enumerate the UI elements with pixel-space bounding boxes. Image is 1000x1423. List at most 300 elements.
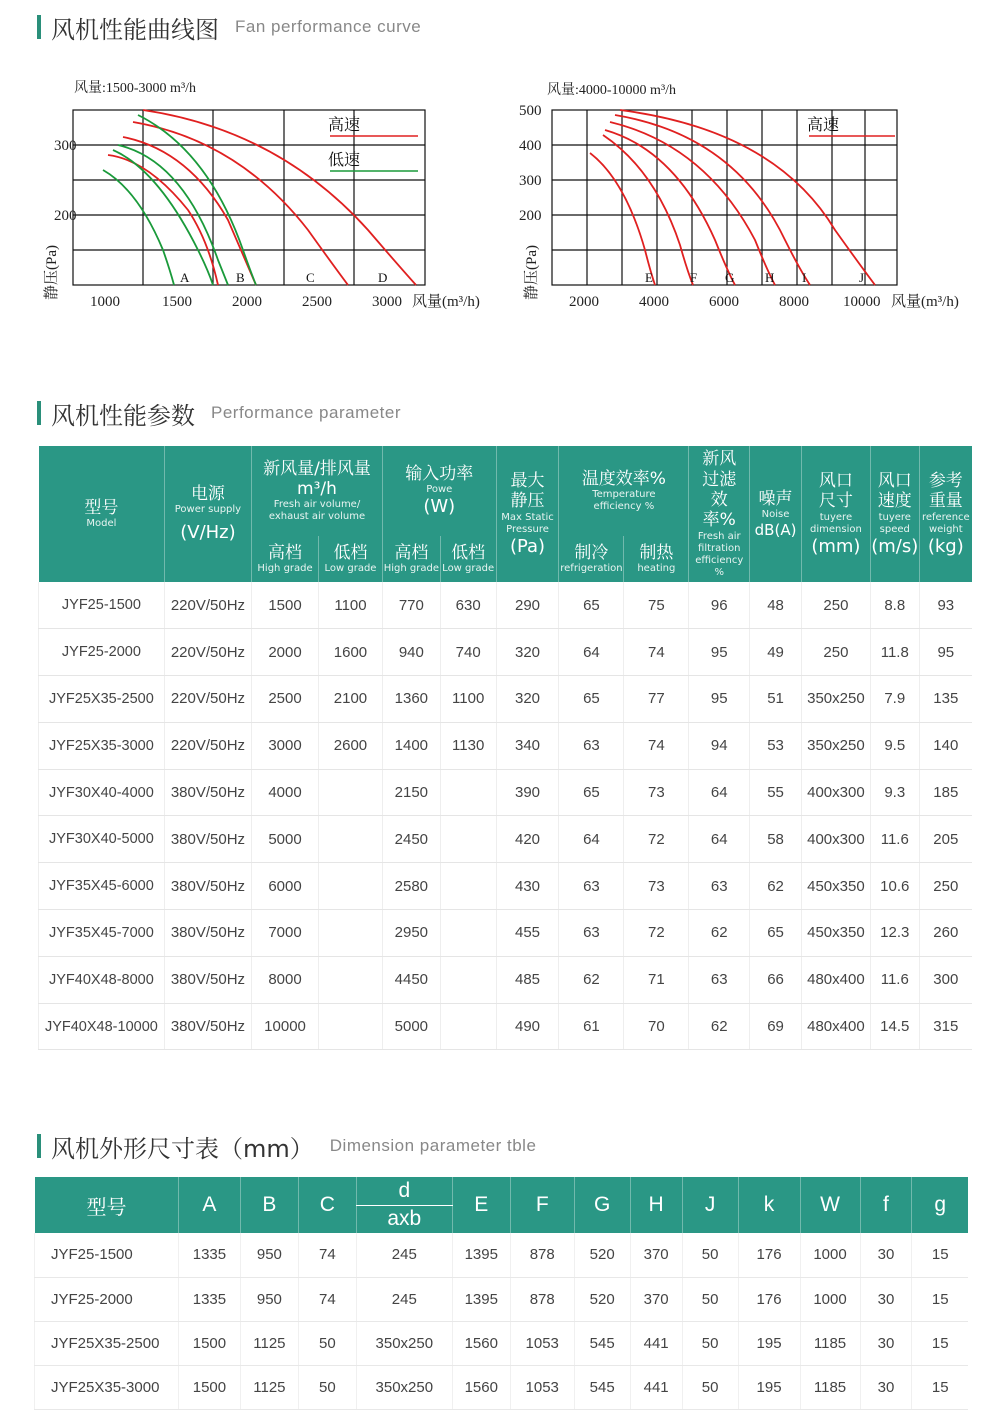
- table-cell: 50: [298, 1321, 356, 1365]
- curve-b-low: [113, 150, 213, 285]
- table-row: [39, 676, 973, 723]
- table-cell: 6000: [252, 863, 319, 910]
- table-cell: 195: [738, 1321, 800, 1365]
- legend-low-label: 低速: [328, 152, 361, 169]
- table-cell: 1185: [800, 1321, 860, 1365]
- table-cell: 340: [496, 722, 559, 769]
- table-cell: 390: [496, 769, 559, 816]
- curve-label-b: B: [236, 270, 245, 285]
- dim-header-axb: axb: [356, 1205, 452, 1233]
- table-cell: 65: [559, 676, 624, 723]
- dim-header-a: A: [178, 1177, 240, 1233]
- header-temp-efficiency: 温度效率% Temperature efficiency %: [559, 446, 689, 536]
- table-cell: [440, 956, 496, 1003]
- table-row: [39, 816, 973, 863]
- header-cooling: 制冷 refrigeration: [559, 536, 624, 582]
- table-row: [35, 1233, 969, 1277]
- table-cell: 55: [750, 769, 802, 816]
- dim-header-j: J: [682, 1177, 738, 1233]
- table-cell: 63: [559, 722, 624, 769]
- table-cell: 72: [624, 816, 689, 863]
- table-cell: 520: [574, 1233, 630, 1277]
- table-cell: 480x400: [801, 956, 870, 1003]
- table-cell: 1125: [240, 1321, 298, 1365]
- table-cell: 1000: [800, 1277, 860, 1321]
- dim-header-f: F: [510, 1177, 574, 1233]
- table-cell: 450x350: [801, 910, 870, 957]
- y-axis-label-2: 静压(Pa): [524, 245, 540, 300]
- table-cell: 64: [689, 769, 750, 816]
- table-cell: 441: [630, 1321, 682, 1365]
- table-cell: 2950: [382, 910, 440, 957]
- table-cell: [440, 1003, 496, 1050]
- table-cell: 245: [356, 1277, 452, 1321]
- curve-label-g: G: [725, 270, 735, 285]
- table-cell: 61: [559, 1003, 624, 1050]
- table-cell: 64: [559, 629, 624, 676]
- y-tick-200-b: 200: [519, 208, 542, 224]
- table-cell: 1100: [440, 676, 496, 723]
- x-tick-1500: 1500: [162, 294, 192, 310]
- table-cell: 15: [912, 1277, 968, 1321]
- table-cell: 1395: [452, 1233, 510, 1277]
- table-cell: 940: [382, 629, 440, 676]
- header-power-high: 高档 High grade: [382, 536, 440, 582]
- table-cell: [440, 816, 496, 863]
- curve-a-low: [103, 170, 174, 285]
- x-tick-1000: 1000: [90, 294, 120, 310]
- table-cell: 11.6: [870, 816, 919, 863]
- table-cell: 72: [624, 910, 689, 957]
- x-tick-2000: 2000: [232, 294, 262, 310]
- curve-c-high: [133, 122, 348, 285]
- header-power-low: 低档 Low grade: [440, 536, 496, 582]
- table-cell: 65: [750, 910, 802, 957]
- table-cell: 441: [630, 1365, 682, 1409]
- table-cell: 545: [574, 1321, 630, 1365]
- dim-header-h: H: [630, 1177, 682, 1233]
- table-cell: 485: [496, 956, 559, 1003]
- table-cell: 1600: [319, 629, 383, 676]
- table-cell: JYF40X48-10000: [39, 1003, 165, 1050]
- table-cell: 1400: [382, 722, 440, 769]
- table-cell: 62: [559, 956, 624, 1003]
- table-cell: 14.5: [870, 1003, 919, 1050]
- y-tick-300: 300: [54, 138, 77, 154]
- table-cell: 1130: [440, 722, 496, 769]
- table-cell: [319, 910, 383, 957]
- fan-curve-chart-2: [515, 70, 995, 320]
- y-tick-400: 400: [519, 138, 542, 154]
- table-cell: 950: [240, 1277, 298, 1321]
- table-cell: 11.8: [870, 629, 919, 676]
- table-cell: 430: [496, 863, 559, 910]
- table-row: [35, 1321, 969, 1365]
- table-row: [39, 863, 973, 910]
- table-cell: [319, 863, 383, 910]
- table-cell: 4450: [382, 956, 440, 1003]
- table-cell: 7000: [252, 910, 319, 957]
- table-cell: 1360: [382, 676, 440, 723]
- table-cell: 50: [682, 1277, 738, 1321]
- dim-header-w: W: [800, 1177, 860, 1233]
- table-cell: 63: [689, 956, 750, 1003]
- table-cell: 9.5: [870, 722, 919, 769]
- table-cell: 520: [574, 1277, 630, 1321]
- x-axis-label-2: 风量(m³/h): [891, 294, 959, 310]
- table-cell: 49: [750, 629, 802, 676]
- table-cell: 1053: [510, 1365, 574, 1409]
- table-cell: 380V/50Hz: [164, 910, 251, 957]
- table-cell: 1125: [240, 1365, 298, 1409]
- curve-label-c: C: [306, 270, 315, 285]
- table-cell: 3000: [252, 722, 319, 769]
- table-cell: 95: [689, 629, 750, 676]
- x-tick-2000-b: 2000: [569, 294, 599, 310]
- section-title-performance: [37, 398, 401, 428]
- table-cell: 50: [682, 1321, 738, 1365]
- table-cell: 300: [919, 956, 972, 1003]
- table-cell: 30: [860, 1233, 912, 1277]
- table-cell: 380V/50Hz: [164, 863, 251, 910]
- table-cell: 2500: [252, 676, 319, 723]
- table-cell: 73: [624, 863, 689, 910]
- y-tick-300-b: 300: [519, 173, 542, 189]
- table-cell: 740: [440, 629, 496, 676]
- table-cell: 2100: [319, 676, 383, 723]
- table-cell: JYF25X35-3000: [35, 1365, 179, 1409]
- table-cell: 380V/50Hz: [164, 769, 251, 816]
- table-cell: 15: [912, 1233, 968, 1277]
- table-cell: 380V/50Hz: [164, 816, 251, 863]
- header-noise: 噪声 Noise dB(A): [750, 446, 802, 582]
- table-cell: [440, 910, 496, 957]
- table-cell: 490: [496, 1003, 559, 1050]
- table-cell: 140: [919, 722, 972, 769]
- chart-2-flow-label: 风量:4000-10000 m³/h: [547, 83, 677, 98]
- table-cell: 250: [919, 863, 972, 910]
- dim-header-model: 型号: [35, 1177, 179, 1233]
- table-cell: 545: [574, 1365, 630, 1409]
- table-cell: JYF25-2000: [35, 1277, 179, 1321]
- table-cell: JYF25-2000: [39, 629, 165, 676]
- title-accent-bar: [37, 1134, 41, 1158]
- table-cell: 96: [689, 582, 750, 629]
- table-cell: 770: [382, 582, 440, 629]
- dim-header-g: G: [574, 1177, 630, 1233]
- table-cell: 8.8: [870, 582, 919, 629]
- table-cell: 1500: [252, 582, 319, 629]
- table-cell: 48: [750, 582, 802, 629]
- curve-label-e: E: [645, 270, 653, 285]
- table-cell: JYF35X45-6000: [39, 863, 165, 910]
- table-cell: 65: [559, 582, 624, 629]
- table-cell: 350x250: [356, 1321, 452, 1365]
- table-cell: 2600: [319, 722, 383, 769]
- x-tick-2500: 2500: [302, 294, 332, 310]
- table-cell: 450x350: [801, 863, 870, 910]
- table-cell: 50: [682, 1233, 738, 1277]
- section-title-cn: 风机外形尺寸表（mm）: [51, 1134, 314, 1163]
- table-cell: 2150: [382, 769, 440, 816]
- table-cell: 64: [689, 816, 750, 863]
- table-cell: 320: [496, 629, 559, 676]
- table-cell: 1100: [319, 582, 383, 629]
- table-cell: 58: [750, 816, 802, 863]
- table-cell: 15: [912, 1321, 968, 1365]
- table-cell: 51: [750, 676, 802, 723]
- performance-table: [38, 446, 972, 1050]
- dimension-table-body: [35, 1233, 969, 1409]
- header-weight: 参考重量 reference weight (kg): [919, 446, 972, 582]
- table-cell: 74: [624, 629, 689, 676]
- table-cell: 350x250: [356, 1365, 452, 1409]
- dim-header-e: E: [452, 1177, 510, 1233]
- table-cell: 70: [624, 1003, 689, 1050]
- table-cell: 75: [624, 582, 689, 629]
- table-cell: [319, 1003, 383, 1050]
- table-cell: 74: [298, 1233, 356, 1277]
- table-cell: 176: [738, 1233, 800, 1277]
- header-power: 电源 Power supply (V/Hz): [164, 446, 251, 582]
- table-cell: 50: [298, 1365, 356, 1409]
- table-cell: 2450: [382, 816, 440, 863]
- table-cell: 77: [624, 676, 689, 723]
- table-cell: 53: [750, 722, 802, 769]
- table-cell: 63: [559, 910, 624, 957]
- chart-1-flow-label: 风量:1500-3000 m³/h: [74, 81, 197, 96]
- table-cell: JYF25X35-3000: [39, 722, 165, 769]
- table-cell: 10000: [252, 1003, 319, 1050]
- dim-header-c: C: [298, 1177, 356, 1233]
- table-cell: 1335: [178, 1233, 240, 1277]
- section-title-curve: [37, 12, 421, 42]
- x-tick-10000: 10000: [843, 294, 881, 310]
- table-cell: 62: [689, 910, 750, 957]
- x-tick-6000: 6000: [709, 294, 739, 310]
- table-cell: 7.9: [870, 676, 919, 723]
- table-cell: 1335: [178, 1277, 240, 1321]
- table-cell: [319, 956, 383, 1003]
- table-cell: 480x400: [801, 1003, 870, 1050]
- title-accent-bar: [37, 401, 41, 425]
- table-cell: 1560: [452, 1365, 510, 1409]
- y-tick-200: 200: [54, 208, 77, 224]
- table-cell: 380V/50Hz: [164, 956, 251, 1003]
- legend-high-label: 高速: [328, 117, 361, 134]
- table-cell: JYF25X35-2500: [39, 676, 165, 723]
- table-cell: JYF25-1500: [35, 1233, 179, 1277]
- curve-label-d: D: [378, 270, 388, 285]
- table-cell: 220V/50Hz: [164, 582, 251, 629]
- table-cell: 1395: [452, 1277, 510, 1321]
- table-cell: 1500: [178, 1365, 240, 1409]
- table-cell: 1500: [178, 1321, 240, 1365]
- table-cell: 205: [919, 816, 972, 863]
- table-row: [39, 629, 973, 676]
- section-title-cn: 风机性能参数: [51, 401, 195, 430]
- table-cell: 10.6: [870, 863, 919, 910]
- table-cell: 4000: [252, 769, 319, 816]
- table-cell: 50: [682, 1365, 738, 1409]
- curve-label-f: F: [690, 270, 698, 285]
- table-cell: 11.6: [870, 956, 919, 1003]
- table-cell: 370: [630, 1277, 682, 1321]
- table-row: [39, 582, 973, 629]
- table-cell: 5000: [382, 1003, 440, 1050]
- table-cell: 135: [919, 676, 972, 723]
- table-cell: 62: [750, 863, 802, 910]
- table-row: [35, 1277, 969, 1321]
- header-filter-efficiency: 新风过滤效率% Fresh air filtration efficiency %: [689, 446, 750, 582]
- table-cell: 73: [624, 769, 689, 816]
- section-title-en: Fan performance curve: [235, 17, 422, 36]
- table-cell: JYF35X45-7000: [39, 910, 165, 957]
- table-cell: 63: [559, 863, 624, 910]
- dim-header-d: d: [356, 1177, 452, 1205]
- table-cell: 185: [919, 769, 972, 816]
- table-cell: 195: [738, 1365, 800, 1409]
- y-tick-500: 500: [519, 103, 542, 119]
- table-cell: 290: [496, 582, 559, 629]
- curve-label-h: H: [765, 270, 775, 285]
- table-cell: 380V/50Hz: [164, 1003, 251, 1050]
- curve-label-i: I: [802, 270, 807, 285]
- table-cell: 63: [689, 863, 750, 910]
- table-cell: 250: [801, 629, 870, 676]
- table-cell: 400x300: [801, 769, 870, 816]
- title-accent-bar: [37, 15, 41, 39]
- table-cell: 420: [496, 816, 559, 863]
- table-cell: 250: [801, 582, 870, 629]
- table-cell: 2580: [382, 863, 440, 910]
- table-cell: 1185: [800, 1365, 860, 1409]
- table-cell: 455: [496, 910, 559, 957]
- table-cell: 878: [510, 1233, 574, 1277]
- curve-label-a: A: [180, 270, 190, 285]
- dim-header-g-small: g: [912, 1177, 968, 1233]
- table-cell: 220V/50Hz: [164, 722, 251, 769]
- table-cell: 2000: [252, 629, 319, 676]
- table-cell: 5000: [252, 816, 319, 863]
- table-cell: 950: [240, 1233, 298, 1277]
- header-input-power: 输入功率 Powe (W): [382, 446, 496, 536]
- header-model: 型号 Model: [39, 446, 165, 582]
- table-cell: 878: [510, 1277, 574, 1321]
- table-cell: [440, 863, 496, 910]
- table-cell: 8000: [252, 956, 319, 1003]
- table-cell: JYF25X35-2500: [35, 1321, 179, 1365]
- table-cell: 71: [624, 956, 689, 1003]
- table-cell: 30: [860, 1321, 912, 1365]
- x-tick-4000: 4000: [639, 294, 669, 310]
- table-cell: 315: [919, 1003, 972, 1050]
- table-cell: 1560: [452, 1321, 510, 1365]
- table-cell: 74: [624, 722, 689, 769]
- table-cell: 12.3: [870, 910, 919, 957]
- table-cell: 95: [919, 629, 972, 676]
- header-tuyere-dimension: 风口尺寸 tuyere dimension (mm): [801, 446, 870, 582]
- table-cell: 260: [919, 910, 972, 957]
- chart-2-svg: [515, 70, 995, 320]
- table-row: [39, 910, 973, 957]
- table-cell: JYF30X40-5000: [39, 816, 165, 863]
- table-cell: 176: [738, 1277, 800, 1321]
- table-cell: 94: [689, 722, 750, 769]
- header-airflow: 新风量/排风量m³/h Fresh air volume/ exhaust air volume: [252, 446, 383, 536]
- dimension-table: [34, 1177, 968, 1410]
- table-cell: JYF25-1500: [39, 582, 165, 629]
- table-cell: JYF40X48-8000: [39, 956, 165, 1003]
- x-axis-label: 风量(m³/h): [412, 294, 480, 310]
- table-cell: [319, 816, 383, 863]
- table-cell: 350x250: [801, 722, 870, 769]
- table-cell: 320: [496, 676, 559, 723]
- table-cell: 74: [298, 1277, 356, 1321]
- table-row: [35, 1365, 969, 1409]
- table-cell: 9.3: [870, 769, 919, 816]
- table-cell: 220V/50Hz: [164, 629, 251, 676]
- table-cell: 93: [919, 582, 972, 629]
- table-row: [39, 1003, 973, 1050]
- table-cell: 30: [860, 1365, 912, 1409]
- x-tick-8000: 8000: [779, 294, 809, 310]
- table-cell: 95: [689, 676, 750, 723]
- section-title-en: Performance parameter: [211, 403, 402, 422]
- table-cell: 62: [689, 1003, 750, 1050]
- performance-table-body: [39, 582, 973, 1050]
- table-cell: [319, 769, 383, 816]
- dim-header-f-small: f: [860, 1177, 912, 1233]
- header-airflow-low: 低档 Low grade: [319, 536, 383, 582]
- table-row: [39, 722, 973, 769]
- x-tick-3000: 3000: [372, 294, 402, 310]
- table-cell: 630: [440, 582, 496, 629]
- fan-curve-chart-1: [38, 70, 508, 320]
- legend-high-label-2: 高速: [807, 117, 840, 134]
- y-axis-label: 静压(Pa): [44, 245, 60, 300]
- curve-i: [615, 115, 810, 285]
- curve-label-j: J: [859, 270, 865, 285]
- table-cell: JYF30X40-4000: [39, 769, 165, 816]
- table-cell: 69: [750, 1003, 802, 1050]
- header-tuyere-speed: 风口速度 tuyere speed (m/s): [870, 446, 919, 582]
- table-cell: 15: [912, 1365, 968, 1409]
- table-row: [39, 956, 973, 1003]
- header-heating: 制热 heating: [624, 536, 689, 582]
- table-cell: 400x300: [801, 816, 870, 863]
- section-title-dimension: [37, 1131, 536, 1161]
- table-cell: [440, 769, 496, 816]
- table-cell: 350x250: [801, 676, 870, 723]
- table-cell: 220V/50Hz: [164, 676, 251, 723]
- dim-header-b: B: [240, 1177, 298, 1233]
- table-cell: 65: [559, 769, 624, 816]
- table-row: [39, 769, 973, 816]
- table-cell: 66: [750, 956, 802, 1003]
- table-cell: 1000: [800, 1233, 860, 1277]
- header-airflow-high: 高档 High grade: [252, 536, 319, 582]
- table-cell: 30: [860, 1277, 912, 1321]
- table-cell: 245: [356, 1233, 452, 1277]
- chart-1-svg: [38, 70, 508, 320]
- section-title-cn: 风机性能曲线图: [51, 15, 219, 44]
- section-title-en: Dimension parameter tble: [329, 1136, 537, 1155]
- table-cell: 1053: [510, 1321, 574, 1365]
- header-max-pressure: 最大静压 Max Static Pressure (Pa): [496, 446, 559, 582]
- table-cell: 370: [630, 1233, 682, 1277]
- table-cell: 64: [559, 816, 624, 863]
